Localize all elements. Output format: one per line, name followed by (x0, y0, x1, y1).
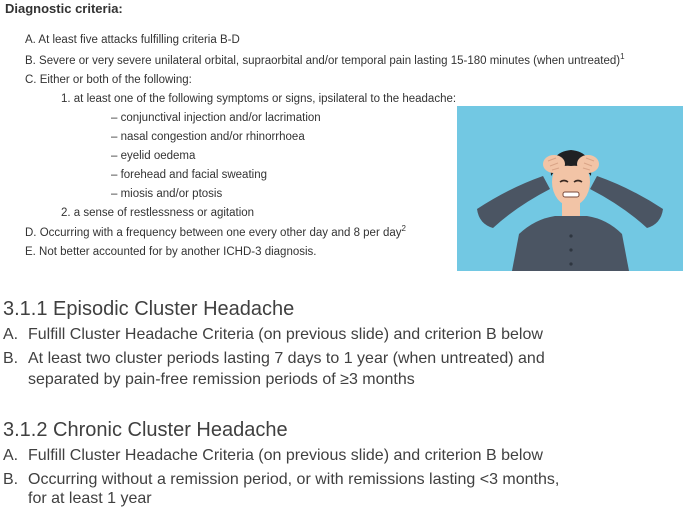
footnote-1-marker: 1 (620, 52, 625, 61)
criterion-e: E. Not better accounted for by another ICHD-3 diagnosis. (25, 246, 317, 258)
headache-illustration (457, 106, 683, 271)
chronic-section-title: 3.1.2 Chronic Cluster Headache (3, 419, 288, 441)
criterion-a: A. At least five attacks fulfilling criteria B-D (25, 34, 240, 46)
item-text: At least two cluster periods lasting 7 days to 1 year (when untreated) and (28, 350, 545, 367)
item-text-continued: for at least 1 year (28, 490, 152, 507)
episodic-item-a (3, 324, 663, 345)
criteria-title: Diagnostic criteria: (5, 1, 123, 16)
chronic-item-b (3, 469, 663, 507)
episodic-item-b (3, 348, 663, 390)
symptom-item: – nasal congestion and/or rhinorrhoea (111, 131, 305, 143)
episodic-section-title: 3.1.1 Episodic Cluster Headache (3, 298, 295, 320)
item-letter: B. (3, 350, 19, 367)
criterion-c1: 1. at least one of the following symptoms or signs, ipsilateral to the headache: (61, 93, 457, 105)
item-text: Fulfill Cluster Headache Criteria (on previous slide) and criterion B below (28, 447, 543, 464)
criterion-c: C. Either or both of the following: (25, 74, 192, 86)
footnote-2-marker: 2 (401, 224, 406, 233)
criterion-c2: 2. a sense of restlessness or agitation (61, 207, 255, 219)
symptom-item: – conjunctival injection and/or lacrimation (111, 112, 321, 124)
criterion-d (25, 226, 406, 240)
headache-person-icon (457, 106, 683, 271)
item-text: Occurring without a remission period, or with remissions lasting <3 months, (28, 471, 560, 488)
symptom-item: – miosis and/or ptosis (111, 188, 223, 200)
chronic-item-a (3, 445, 663, 466)
criterion-d-text: D. Occurring with a frequency between one every other day and 8 per day (25, 227, 402, 239)
item-letter: A. (3, 447, 19, 464)
item-text: Fulfill Cluster Headache Criteria (on previous slide) and criterion B below (28, 326, 543, 343)
criterion-b (25, 54, 625, 68)
symptom-item: – forehead and facial sweating (111, 169, 267, 181)
item-letter: B. (3, 471, 19, 488)
item-text-continued: separated by pain-free remission periods of ≥3 months (28, 371, 415, 388)
criterion-b-text: B. Severe or very severe unilateral orbital, supraorbital and/or temporal pain lasting 15-180 minutes (when untreated) (25, 55, 621, 67)
symptom-item: – eyelid oedema (111, 150, 196, 162)
item-letter: A. (3, 326, 19, 343)
